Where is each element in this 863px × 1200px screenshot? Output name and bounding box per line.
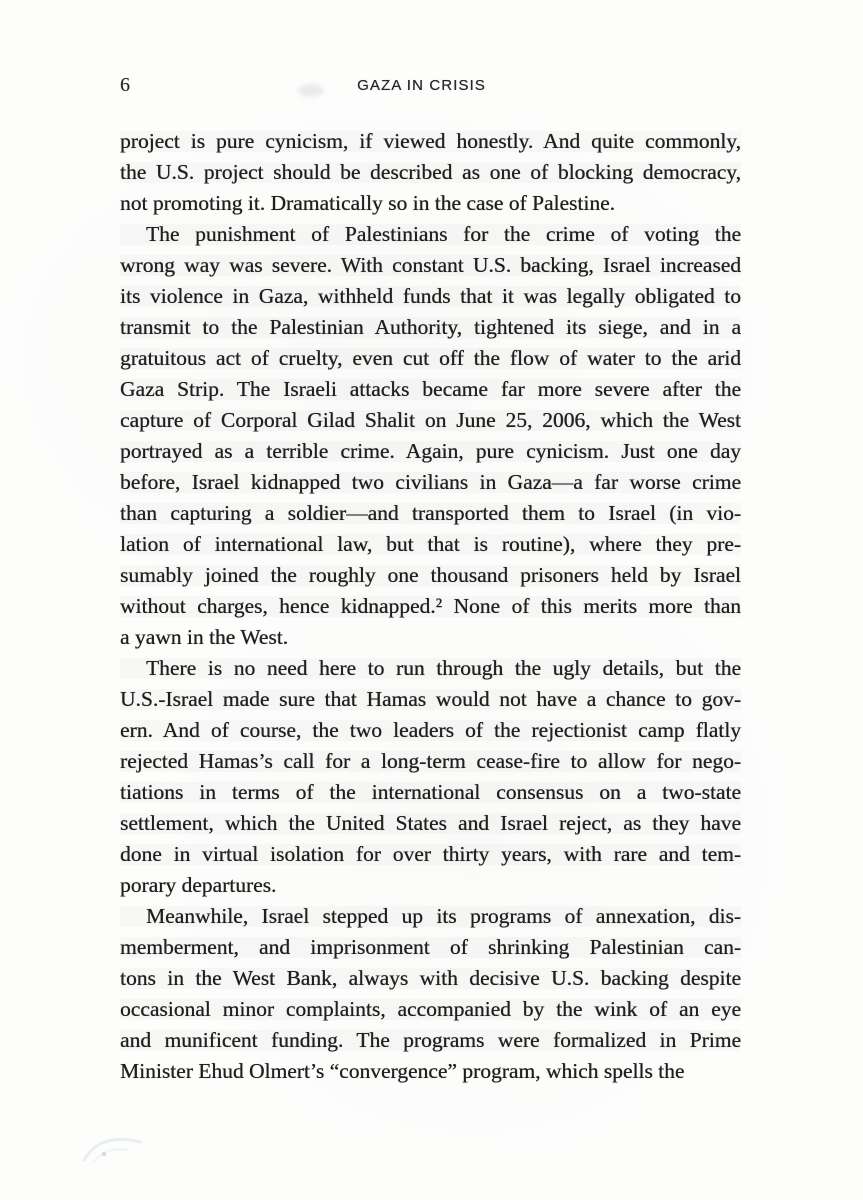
page-header <box>120 74 741 98</box>
corner-mark-dot <box>102 1152 106 1156</box>
text-line: the U.S. project should be described as one of blocking democracy, <box>120 157 741 188</box>
running-head: GAZA IN CRISIS <box>357 77 486 94</box>
text-line: The punishment of Palestinians for the crime of voting the <box>120 219 741 250</box>
text-line: Minister Ehud Olmert’s “convergence” program, which spells the <box>120 1059 685 1083</box>
text-line: than capturing a soldier—and transported them to Israel (in vio- <box>120 498 741 529</box>
text-line: Gaza Strip. The Israeli attacks became far more severe after the <box>120 374 741 405</box>
text-line: project is pure cynicism, if viewed honestly. And quite commonly, <box>120 126 741 157</box>
text-line: without charges, hence kidnapped.² None of this merits more than <box>120 591 741 622</box>
scan-smudge <box>298 84 324 97</box>
corner-scan-mark <box>76 1124 148 1172</box>
text-line: Meanwhile, Israel stepped up its programs of annexation, dis- <box>120 901 741 932</box>
text-line: sumably joined the roughly one thousand prisoners held by Israel <box>120 560 741 591</box>
text-line: tiations in terms of the international consensus on a two-state <box>120 777 741 808</box>
paragraph <box>120 126 741 219</box>
text-line: porary departures. <box>120 873 277 897</box>
text-line: memberment, and imprisonment of shrinking Palestinian can- <box>120 932 741 963</box>
text-line: tons in the West Bank, always with decisive U.S. backing despite <box>120 963 741 994</box>
paragraph <box>120 653 741 901</box>
page-number: 6 <box>120 74 130 96</box>
paragraph <box>120 901 741 1087</box>
text-line: capture of Corporal Gilad Shalit on June 25, 2006, which the West <box>120 405 741 436</box>
text-line: gratuitous act of cruelty, even cut off the flow of water to the arid <box>120 343 741 374</box>
text-line: There is no need here to run through the ugly details, but the <box>120 653 741 684</box>
text-line: rejected Hamas’s call for a long-term cease-fire to allow for nego- <box>120 746 741 777</box>
text-line: wrong way was severe. With constant U.S. backing, Israel increased <box>120 250 741 281</box>
text-line: ern. And of course, the two leaders of the rejectionist camp flatly <box>120 715 741 746</box>
text-line: settlement, which the United States and Israel reject, as they have <box>120 808 741 839</box>
text-line: lation of international law, but that is routine), where they pre- <box>120 529 741 560</box>
paragraph <box>120 219 741 653</box>
text-line: done in virtual isolation for over thirty years, with rare and tem- <box>120 839 741 870</box>
text-line: U.S.-Israel made sure that Hamas would not have a chance to gov- <box>120 684 741 715</box>
text-line: before, Israel kidnapped two civilians in Gaza—a far worse crime <box>120 467 741 498</box>
text-line: transmit to the Palestinian Authority, tightened its siege, and in a <box>120 312 741 343</box>
corner-mark-curve-inner <box>94 1149 128 1162</box>
text-line: portrayed as a terrible crime. Again, pure cynicism. Just one day <box>120 436 741 467</box>
text-line: occasional minor complaints, accompanied by the wink of an eye <box>120 994 741 1025</box>
body-text <box>120 126 741 1087</box>
text-line: a yawn in the West. <box>120 625 289 649</box>
text-line: and munificent funding. The programs were formalized in Prime <box>120 1025 741 1056</box>
text-line: its violence in Gaza, withheld funds that it was legally obligated to <box>120 281 741 312</box>
text-line: not promoting it. Dramatically so in the case of Palestine. <box>120 191 615 215</box>
